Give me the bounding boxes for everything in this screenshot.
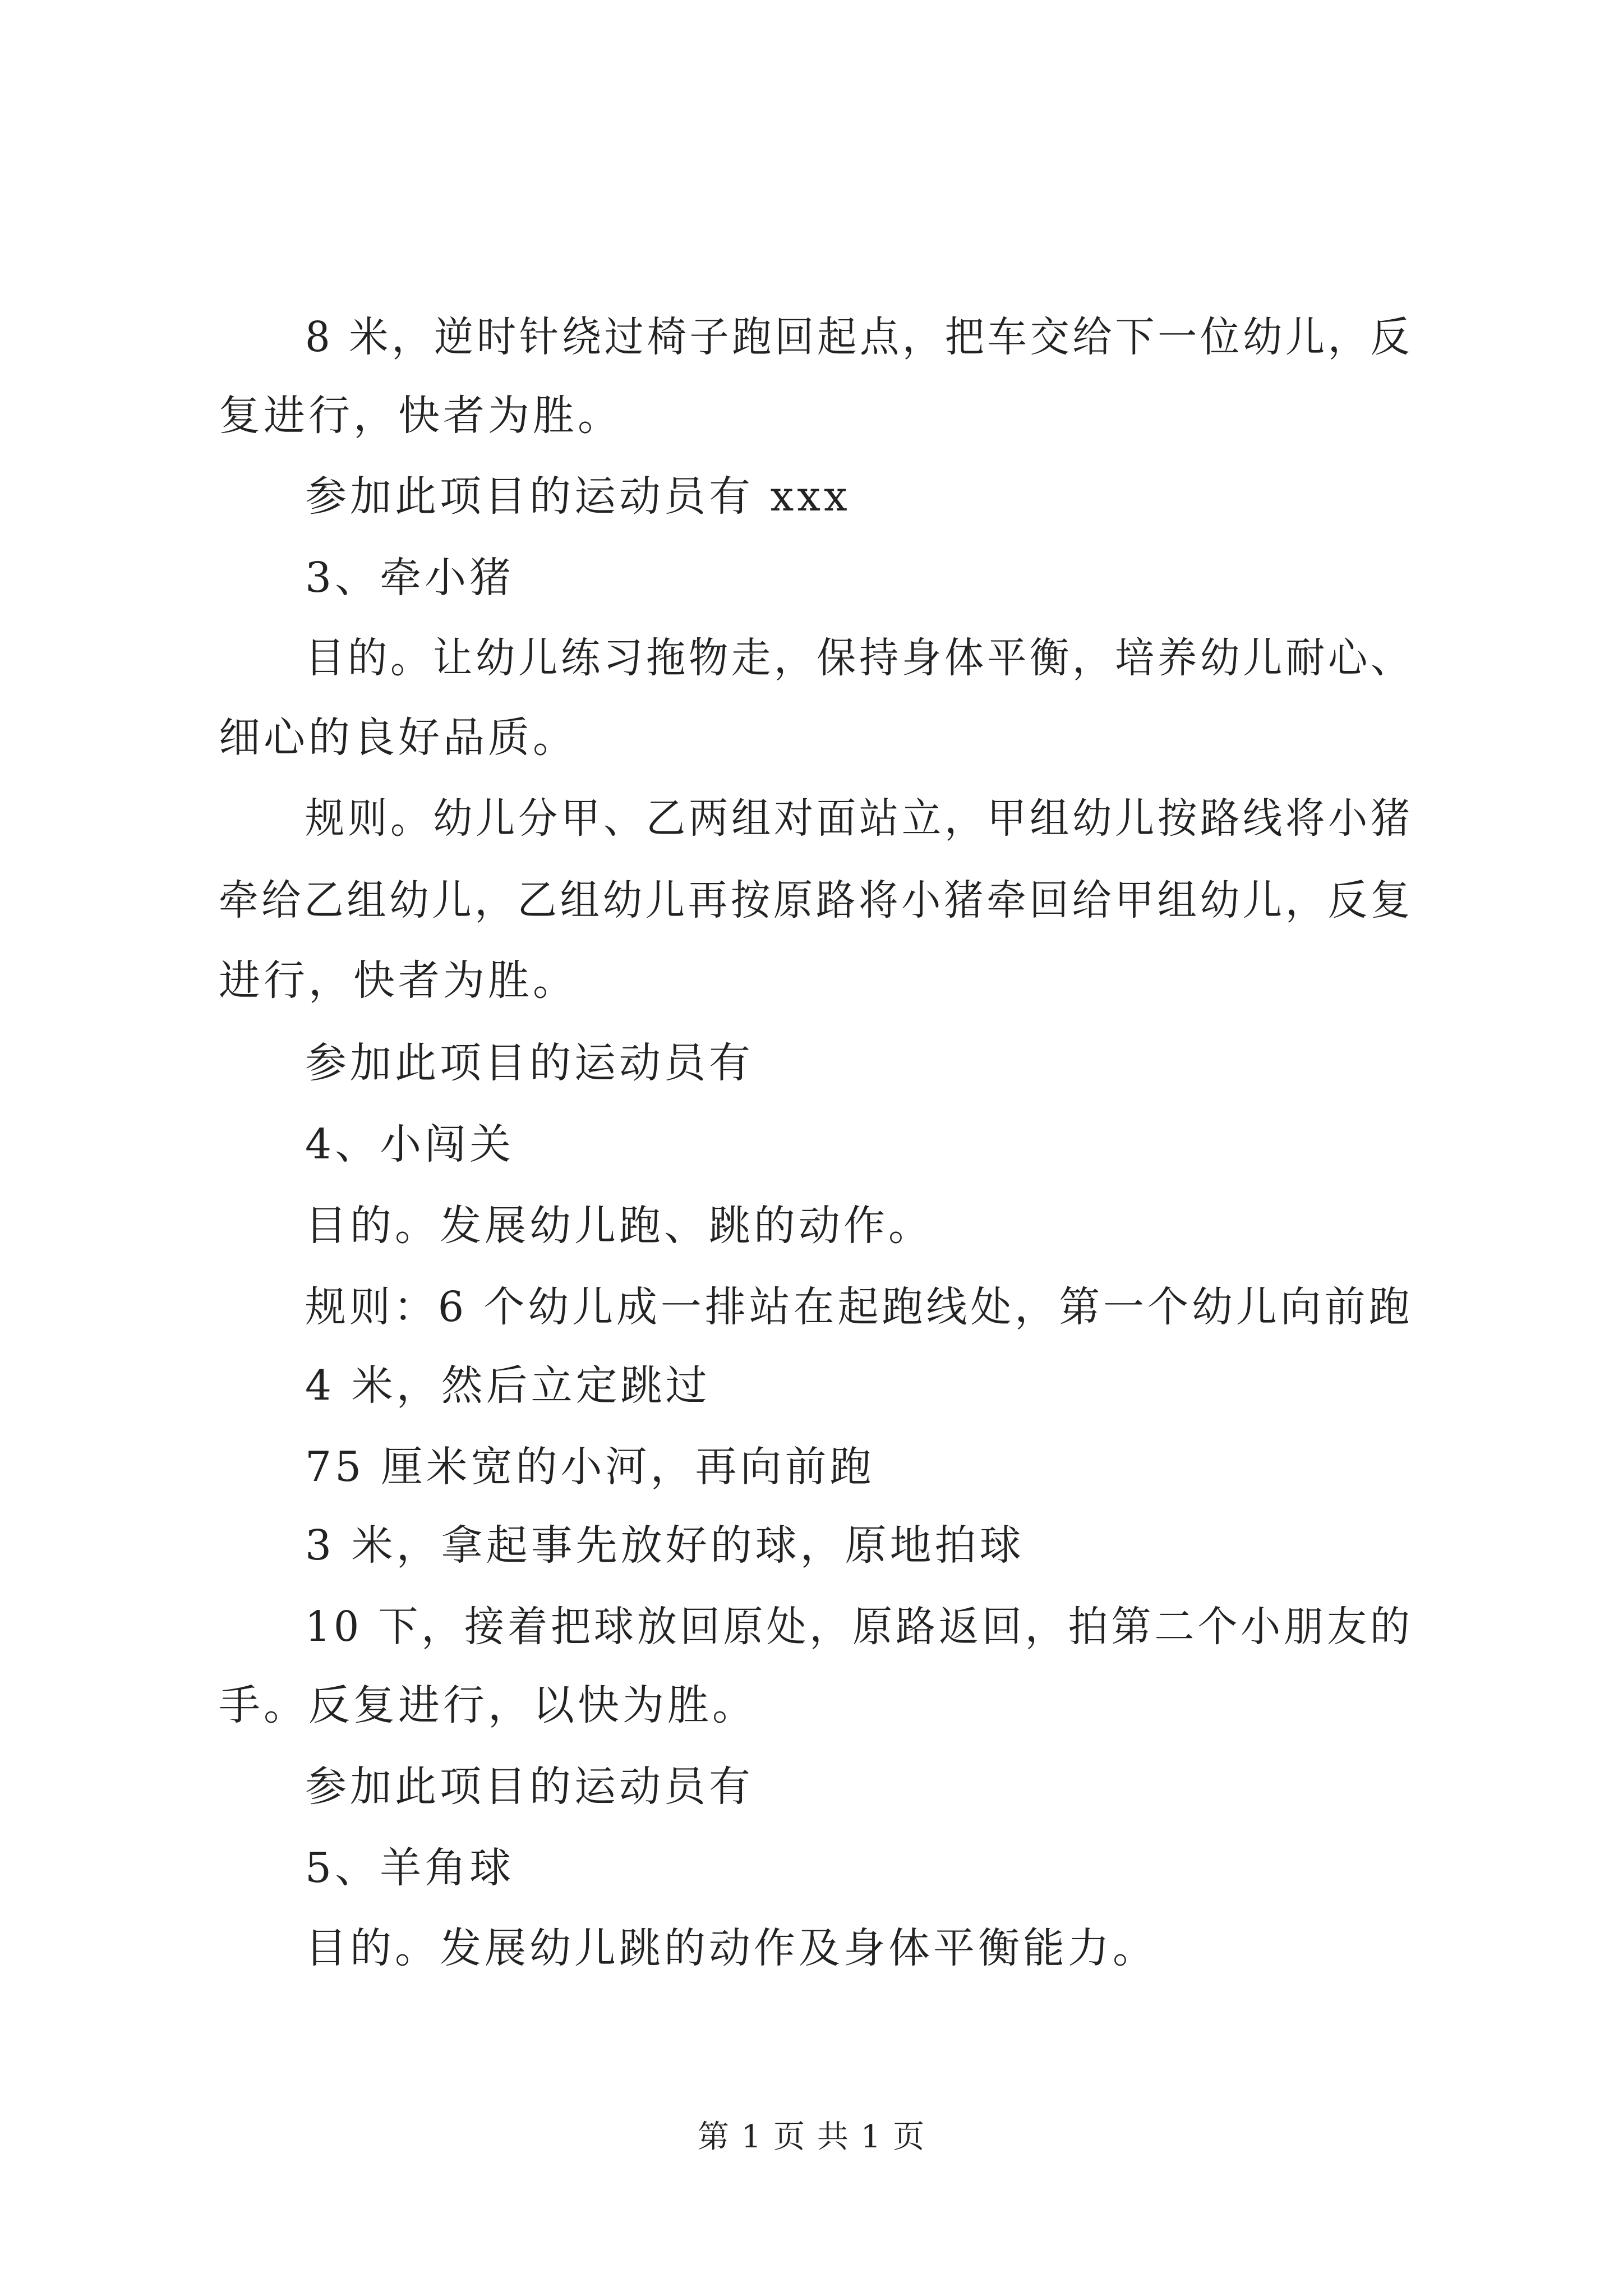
text-line: 牵给乙组幼儿，乙组幼儿再按原路将小猪牵回给甲组幼儿，反复 <box>219 876 1414 924</box>
page-footer: 第 1 页 共 1 页 <box>697 2119 926 2155</box>
text-line: 手。反复进行，以快为胜。 <box>219 1681 757 1729</box>
text-line: 8 米，逆时针绕过椅子跑回起点，把车交给下一位幼儿，反 <box>305 313 1413 361</box>
text-line: 进行，快者为胜。 <box>219 956 578 1005</box>
text-line: 规则。幼儿分甲、乙两组对面站立，甲组幼儿按路线将小猪 <box>305 794 1413 843</box>
section-heading: 4、小闯关 <box>305 1120 515 1168</box>
text-line: 规则：6 个幼儿成一排站在起跑线处，第一个幼儿向前跑 <box>305 1283 1413 1331</box>
text-line: 目的。发展幼儿跳的动作及身体平衡能力。 <box>305 1924 1158 1972</box>
text-line: 4 米，然后立定跳过 <box>305 1361 711 1410</box>
section-heading: 5、羊角球 <box>305 1844 515 1892</box>
text-line: 参加此项目的运动员有 <box>305 1763 754 1811</box>
text-line: 参加此项目的运动员有 <box>305 1039 754 1087</box>
text-line: 10 下，接着把球放回原处，原路返回，拍第二个小朋友的 <box>305 1603 1413 1651</box>
text-line: 75 厘米宽的小河，再向前跑 <box>305 1443 875 1491</box>
text-line: 细心的良好品质。 <box>219 714 578 762</box>
text-line: 目的。让幼儿练习拖物走，保持身体平衡，培养幼儿耐心、 <box>305 634 1413 682</box>
text-line: 参加此项目的运动员有 xxx <box>305 472 851 521</box>
text-line: 3 米，拿起事先放好的球，原地拍球 <box>305 1521 1025 1570</box>
text-line: 复进行，快者为胜。 <box>219 392 623 440</box>
section-heading: 3、牵小猪 <box>305 554 515 602</box>
text-line: 目的。发展幼儿跑、跳的动作。 <box>305 1202 933 1250</box>
